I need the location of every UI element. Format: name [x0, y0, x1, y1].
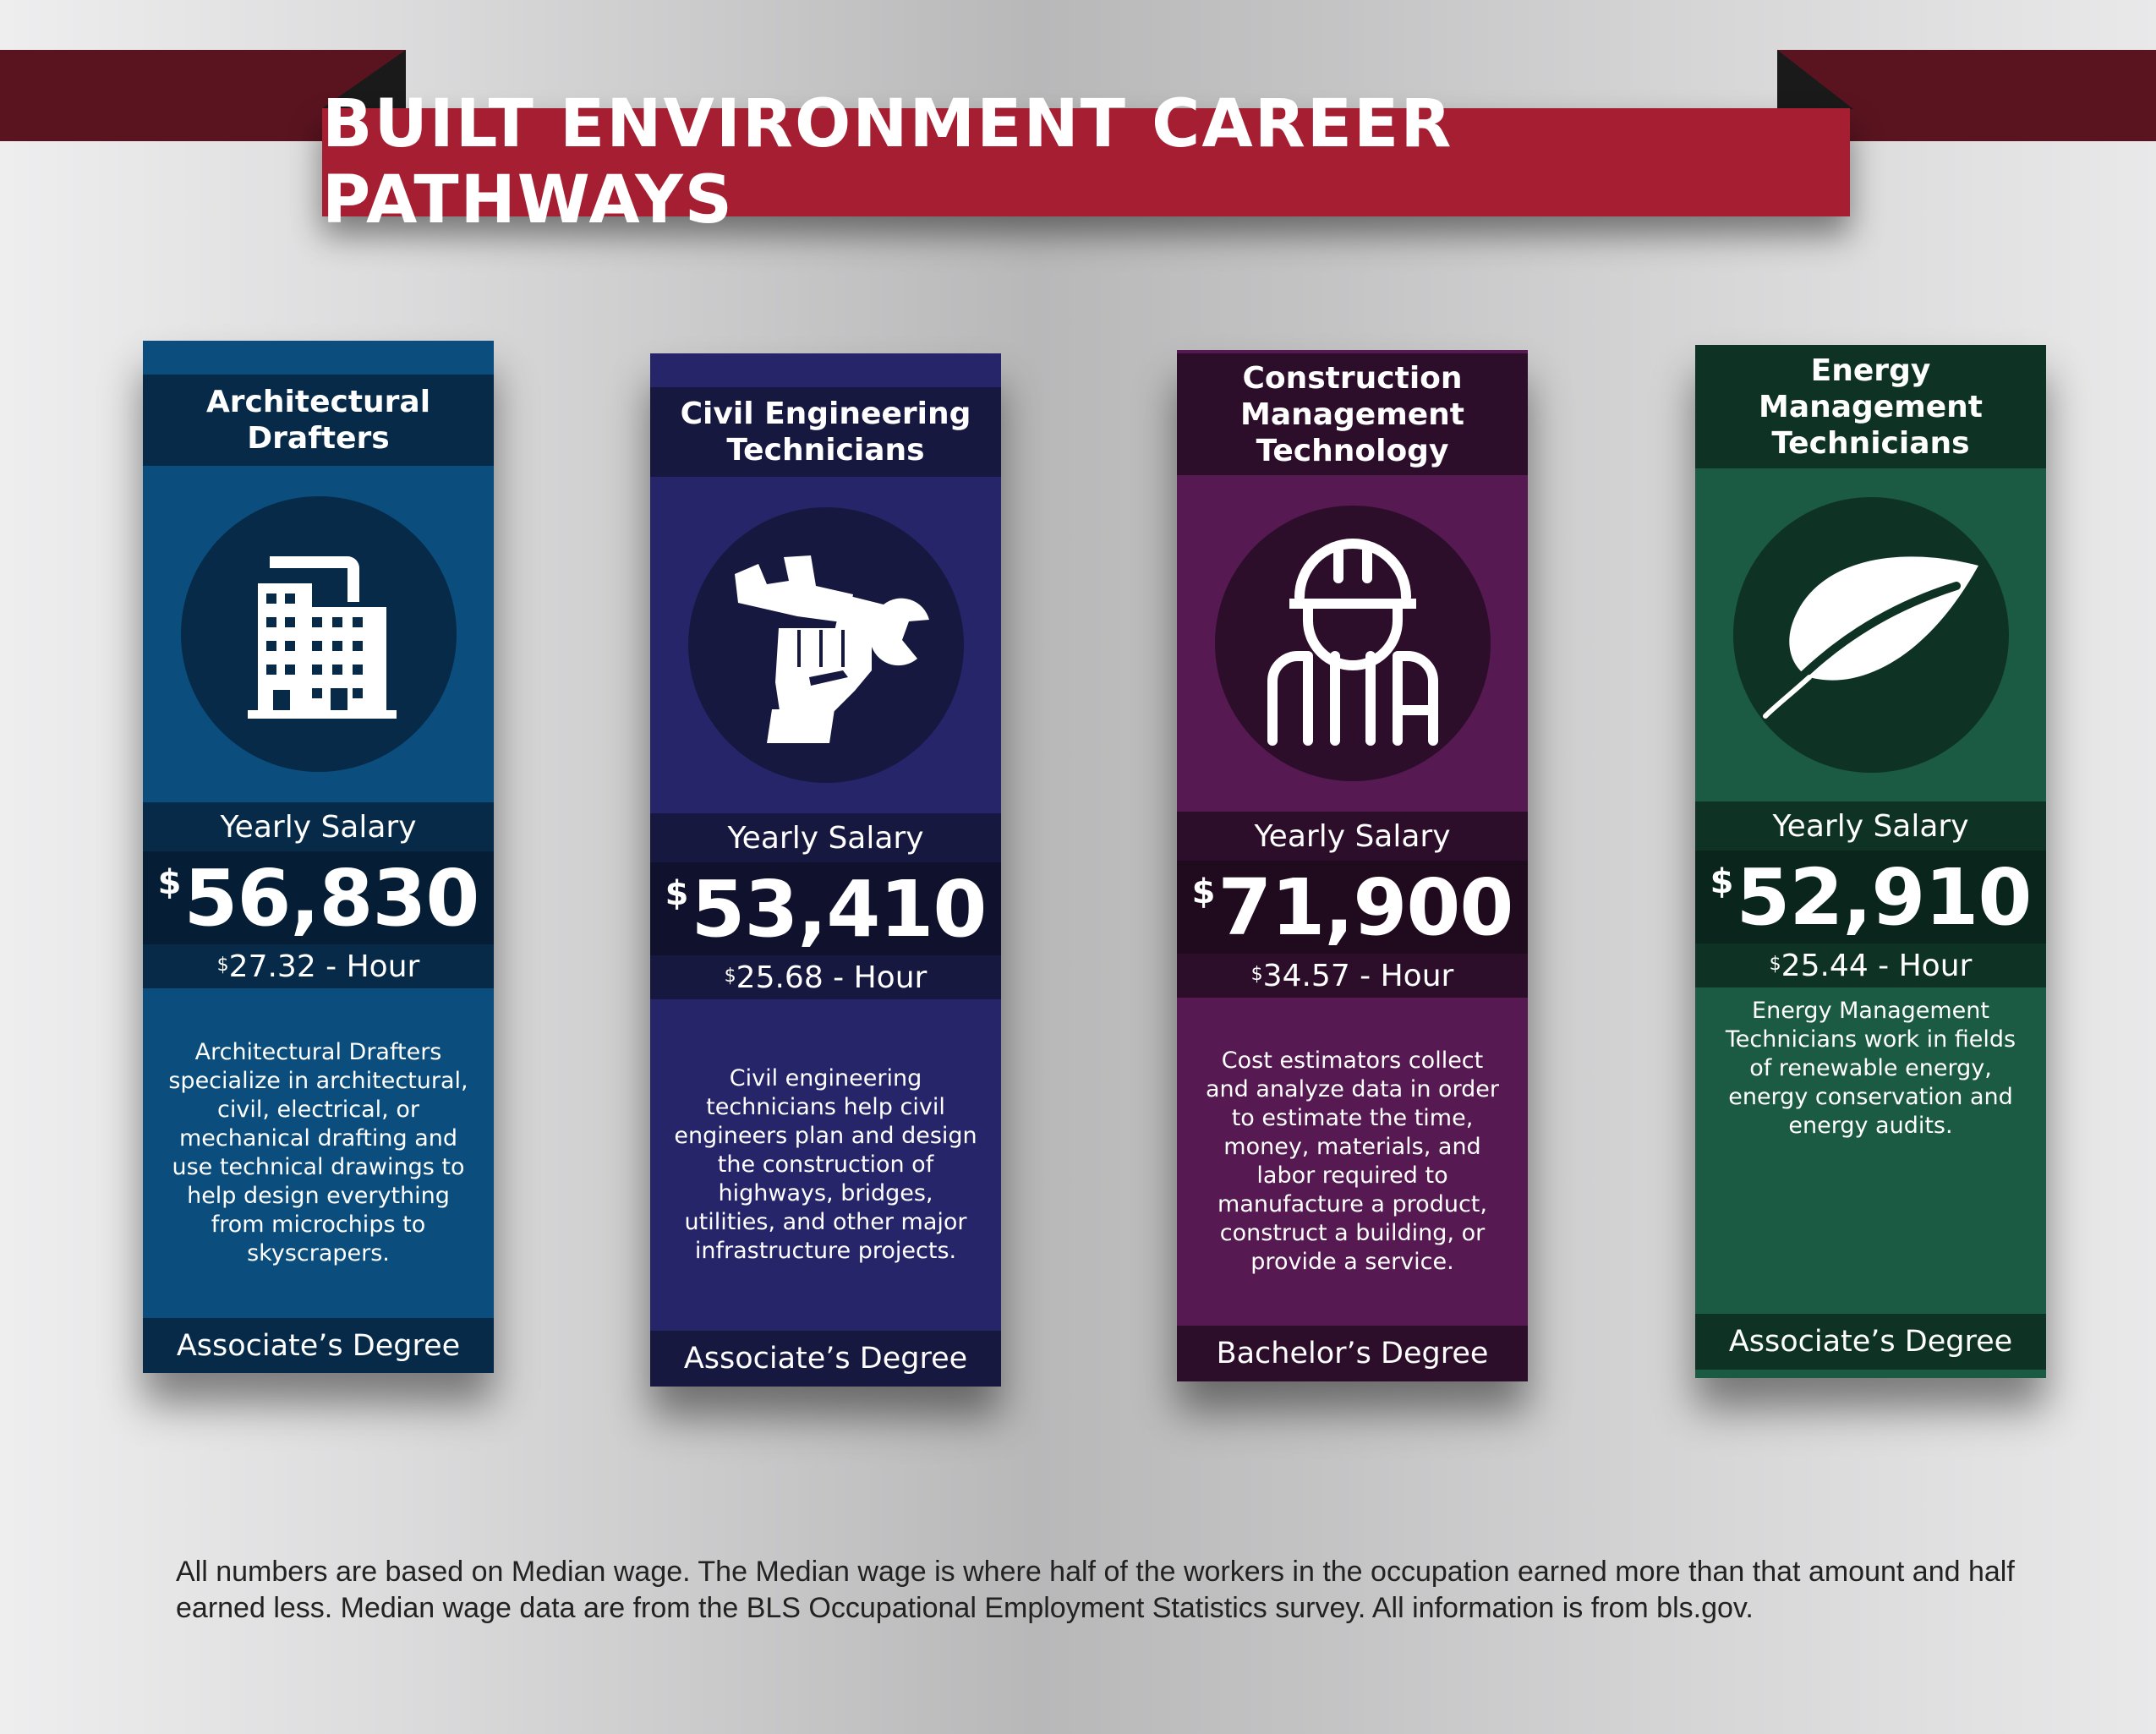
salary-amount: 53,410	[691, 863, 987, 955]
career-description: Cost estimators collect and analyze data in order to estimate the time, money, materials, and labor required to manufacture a product, construct a building, or provide a service.	[1177, 998, 1528, 1326]
career-card-construction-management-technology	[1177, 350, 1528, 1381]
degree-requirement: Associate’s Degree	[143, 1318, 494, 1373]
salary-label: Yearly Salary	[650, 813, 1001, 862]
career-card-energy-management-technicians	[1695, 345, 2046, 1378]
degree-requirement: Bachelor’s Degree	[1177, 1326, 1528, 1381]
hourly-currency-symbol: $	[1250, 964, 1263, 985]
salary-label: Yearly Salary	[1695, 801, 2046, 851]
salary-label: Yearly Salary	[1177, 812, 1528, 861]
title-banner	[322, 86, 1850, 238]
card-title: Architectural Drafters	[143, 375, 494, 466]
hourly-wage	[1177, 954, 1528, 998]
hourly-currency-symbol: $	[724, 965, 736, 987]
hourly-amount: 25.44 - Hour	[1781, 948, 1973, 983]
card-title: Civil Engineering Technicians	[650, 387, 1001, 477]
degree-requirement: Associate’s Degree	[1695, 1314, 2046, 1370]
icon-circle	[1733, 497, 2009, 773]
salary-amount: 56,830	[183, 852, 479, 944]
icon-area	[650, 477, 1001, 813]
wrench-hand-icon	[716, 535, 936, 755]
career-description: Civil engineering technicians help civil engineers plan and design the construction of highways, bridges, utilities, and other major infrastructure projects.	[650, 999, 1001, 1331]
career-description: Energy Management Technicians work in fields of renewable energy, energy conservation and energy audits.	[1695, 987, 2046, 1150]
career-card-architectural-drafters	[143, 341, 494, 1373]
hourly-amount: 27.32 - Hour	[228, 949, 420, 984]
hourly-currency-symbol: $	[216, 955, 229, 976]
yearly-salary-value	[650, 862, 1001, 955]
hourly-currency-symbol: $	[1769, 954, 1781, 975]
icon-circle	[1215, 506, 1491, 781]
icon-area	[143, 466, 494, 802]
icon-area	[1177, 475, 1528, 812]
construction-worker-icon	[1247, 538, 1458, 749]
career-description: Architectural Drafters specialize in architectural, civil, electrical, or mechanical drafting and use technical drawings to help design everything from microchips to skyscrapers.	[143, 988, 494, 1318]
icon-area	[1695, 468, 2046, 801]
currency-symbol: $	[1191, 872, 1215, 911]
yearly-salary-value	[143, 851, 494, 944]
card-title: Construction Management Technology	[1177, 353, 1528, 475]
degree-requirement: Associate’s Degree	[650, 1331, 1001, 1387]
icon-circle	[688, 507, 964, 783]
leaf-icon	[1757, 550, 1985, 719]
yearly-salary-value	[1695, 851, 2046, 944]
yearly-salary-value	[1177, 861, 1528, 954]
salary-label: Yearly Salary	[143, 802, 494, 851]
card-title: Energy Management Technicians	[1695, 345, 2046, 468]
currency-symbol: $	[1710, 862, 1733, 901]
hourly-amount: 25.68 - Hour	[736, 960, 928, 995]
salary-amount: 71,900	[1218, 862, 1513, 953]
buildings-icon	[217, 533, 420, 736]
hourly-wage	[1695, 944, 2046, 987]
currency-symbol: $	[157, 863, 181, 902]
currency-symbol: $	[665, 874, 688, 913]
career-card-civil-engineering-technicians	[650, 353, 1001, 1387]
footnote: All numbers are based on Median wage. The Median wage is where half of the workers in the occupation earned more than that amount and half earned less. Median wage data are from the BLS Occupational Employment Statistics survey. All information is from bls.gov.	[176, 1556, 2015, 1624]
salary-amount: 52,910	[1736, 851, 2032, 943]
page-title: BUILT ENVIRONMENT CAREER PATHWAYS	[322, 86, 1453, 238]
hourly-amount: 34.57 - Hour	[1262, 958, 1454, 993]
hourly-wage	[143, 944, 494, 988]
icon-circle	[181, 496, 457, 772]
hourly-wage	[650, 955, 1001, 999]
